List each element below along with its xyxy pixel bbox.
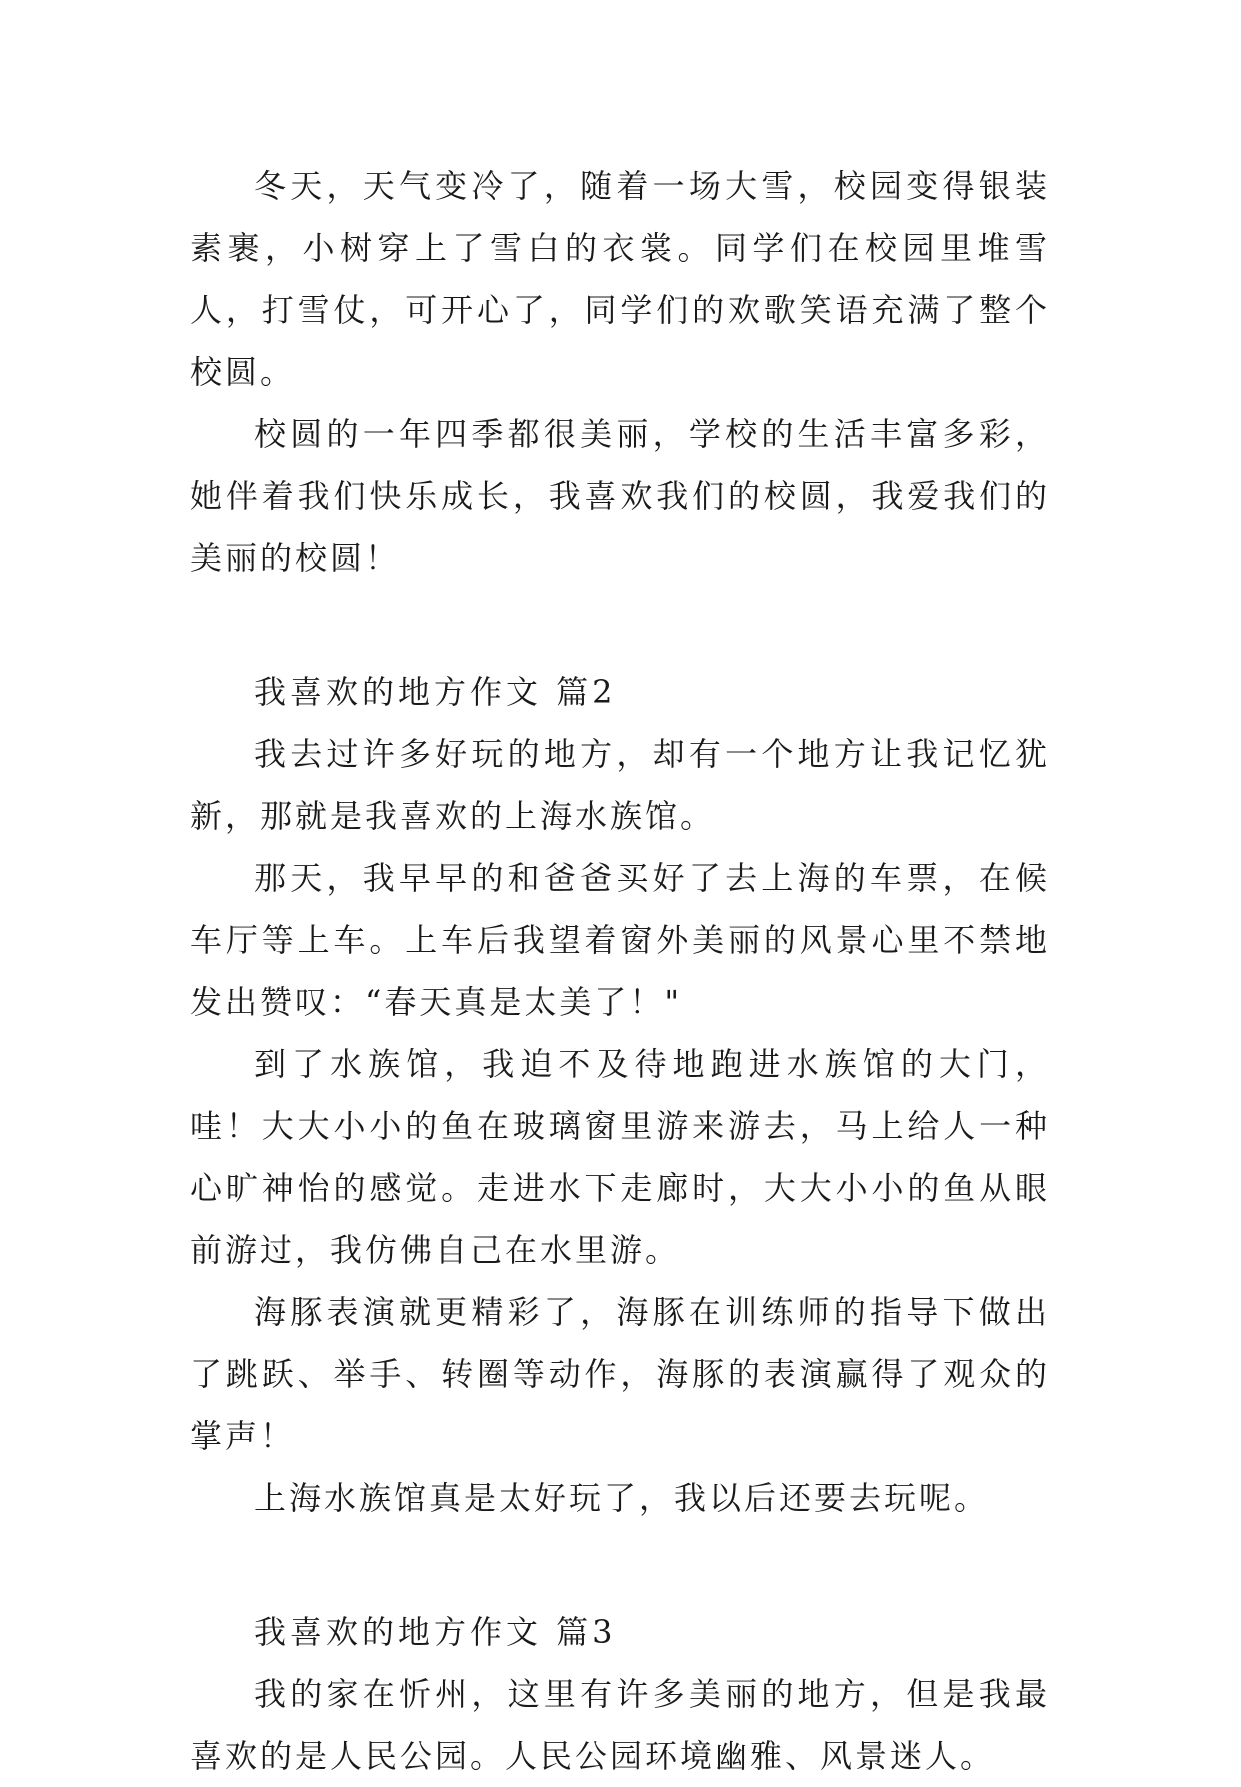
paragraph-s2-aquarium: 到了水族馆，我迫不及待地跑进水族馆的大门，哇！大大小小的鱼在玻璃窗里游来游去，马上给人一种心旷神怡的感觉。走进水下走廊时，大大小小的鱼从眼前游过，我仿佛自己在水里游。 — [190, 1045, 1050, 1269]
paragraph-s2-conclusion: 上海水族馆真是太好玩了，我以后还要去玩呢。 — [254, 1479, 990, 1517]
paragraph-s3-intro: 我的家在忻州，这里有许多美丽的地方，但是我最喜欢的是人民公园。人民公园环境幽雅、风景迷人。 — [190, 1675, 1050, 1775]
paragraph-s2-trip: 那天，我早早的和爸爸买好了去上海的车票，在候车厅等上车。上车后我望着窗外美丽的风景心里不禁地发出赞叹：“春天真是太美了！" — [190, 859, 1050, 1021]
paragraph-campus-summary: 校圆的一年四季都很美丽，学校的生活丰富多彩，她伴着我们快乐成长，我喜欢我们的校圆，我爱我们的美丽的校圆！ — [190, 415, 1050, 577]
paragraph-s2-dolphins: 海豚表演就更精彩了，海豚在训练师的指导下做出了跳跃、举手、转圈等动作，海豚的表演赢得了观众的掌声！ — [190, 1293, 1050, 1455]
paragraph-winter: 冬天，天气变冷了，随着一场大雪，校园变得银装素裹，小树穿上了雪白的衣裳。同学们在校园里堆雪人，打雪仗，可开心了，同学们的欢歌笑语充满了整个校圆。 — [190, 167, 1050, 391]
document-body — [190, 155, 1050, 1787]
section-heading-2: 我喜欢的地方作文 篇2 — [254, 673, 617, 711]
paragraph-s2-intro: 我去过许多好玩的地方，却有一个地方让我记忆犹新，那就是我喜欢的上海水族馆。 — [190, 735, 1050, 835]
section-heading-3: 我喜欢的地方作文 篇3 — [254, 1613, 617, 1651]
